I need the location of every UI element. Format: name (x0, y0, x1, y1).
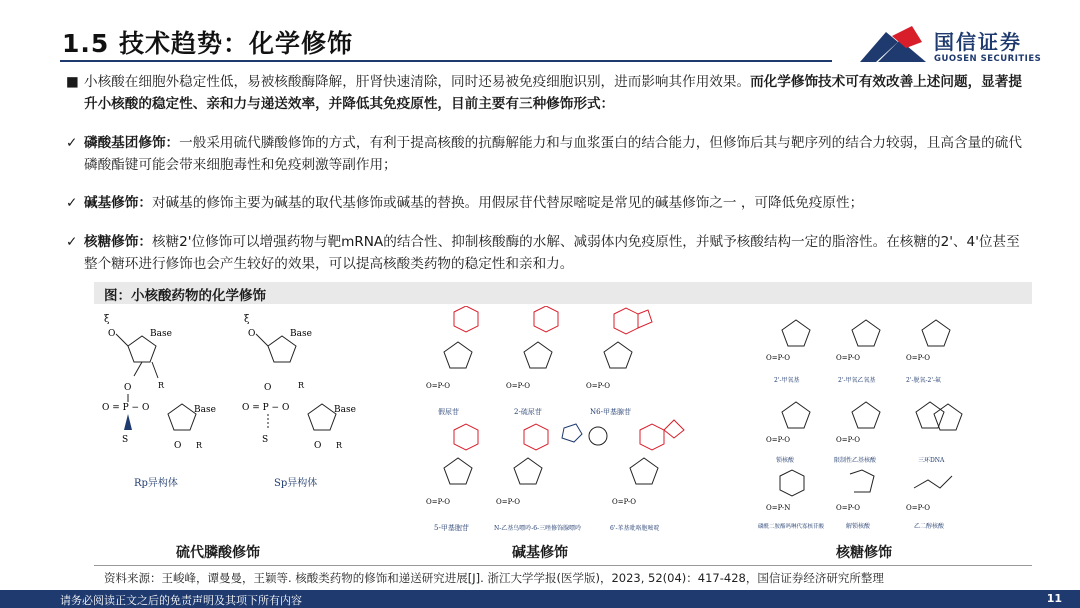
svg-text:2'-脱氧-2'-氟: 2'-脱氧-2'-氟 (906, 377, 942, 384)
svg-text:O=P-O: O=P-O (836, 436, 861, 444)
page-title: 1.5 技术趋势：化学修饰 (62, 29, 353, 58)
intro-bold-text: 而化学修饰技术可有效改善上述问题，显著提升小核酸的稳定性、亲和力与递送效率，并降低其免疫原性，目前主要有三种修饰形式： (84, 74, 1022, 112)
figure-area (94, 306, 1032, 536)
svg-text:N-乙基鸟嘌呤-6-三唑修饰腺嘌呤: N-乙基鸟嘌呤-6-三唑修饰腺嘌呤 (494, 525, 582, 532)
item-text: 对碱基的修饰主要为碱基的取代基修饰或碱基的替换。用假尿苷代替尿嘧啶是常见的碱基修饰之一 ，可降低免疫原性； (151, 195, 864, 211)
svg-text:S: S (262, 435, 269, 445)
item-base (66, 192, 1030, 214)
brand-name-cn: 国信证券 (934, 30, 1022, 54)
svg-text:R: R (336, 441, 343, 450)
svg-text:O: O (248, 329, 256, 339)
title-divider (60, 60, 832, 62)
svg-text:O=P-O: O=P-O (836, 504, 861, 512)
svg-text:乙二醇核酸: 乙二醇核酸 (914, 523, 945, 530)
item-label: 核糖修饰： (84, 234, 152, 250)
svg-text:ξ: ξ (244, 314, 250, 325)
check-icon: ✓ (66, 195, 78, 211)
svg-text:O=P-O: O=P-O (836, 354, 861, 362)
svg-text:磷酰二胺酯吗啉代寡核苷酸: 磷酰二胺酯吗啉代寡核苷酸 (758, 524, 825, 530)
item-ribose (66, 231, 1030, 275)
check-icon: ✓ (66, 234, 78, 250)
svg-text:Base: Base (334, 405, 356, 415)
svg-text:限制性乙基核酸: 限制性乙基核酸 (834, 457, 877, 464)
svg-text:O: O (108, 329, 116, 339)
page-number: 11 (1046, 592, 1062, 605)
svg-text:N6-甲基腺苷: N6-甲基腺苷 (590, 408, 631, 416)
figure-header (94, 282, 1032, 304)
item-phosphate (66, 132, 1030, 176)
svg-text:O=P-O: O=P-O (906, 504, 931, 512)
svg-text:假尿苷: 假尿苷 (438, 408, 459, 416)
chemical-structures-figure (94, 306, 1032, 536)
square-bullet-icon: ■ (66, 74, 79, 90)
svg-text:O=P-O: O=P-O (906, 354, 931, 362)
item-label: 磷酸基团修饰： (84, 135, 180, 151)
intro-normal-text: 小核酸在细胞外稳定性低，易被核酸酶降解，肝肾快速清除，同时还易被免疫细胞识别，进而影响其作用效果。 (84, 74, 751, 90)
item-label: 碱基修饰： (84, 195, 152, 211)
svg-text:O = P − O: O = P − O (102, 403, 150, 413)
svg-text:Base: Base (290, 329, 312, 339)
brand-name-en: GUOSEN SECURITIES (934, 54, 1042, 64)
caption-base: 碱基修饰 (512, 545, 568, 561)
source-note: 资料来源：王峻峰，谭曼曼，王颖等. 核酸类药物的修饰和递送研究进展[J]. 浙江大学学报(医学版)，2023, 52(04)：417-428，国信证券经济研究所整理 (104, 571, 884, 585)
svg-text:2'-甲氧基: 2'-甲氧基 (774, 377, 800, 384)
svg-text:6'-苯基吡咯胞嘧啶: 6'-苯基吡咯胞嘧啶 (610, 525, 660, 532)
svg-text:O=P-O: O=P-O (506, 382, 531, 390)
phosphorothioate-panel (102, 314, 356, 489)
intro-paragraph (66, 71, 1030, 115)
item-text: 核糖2'位修饰可以增强药物与靶mRNA的结合性、抑制核酸酶的水解、减弱体内免疫原性，并赋予核酸结构一定的脂溶性。在核糖的2'、4'位甚至整个糖环进行修饰也会产生较好的效果，可以提高核酸类药物的稳定性和亲和力。 (84, 234, 1020, 272)
svg-text:三环DNA: 三环DNA (918, 457, 945, 464)
svg-text:O=P-O: O=P-O (496, 498, 521, 506)
isomer-label: Sp异构体 (274, 478, 318, 489)
svg-text:O: O (314, 441, 322, 451)
svg-text:R: R (298, 381, 305, 390)
svg-text:O: O (264, 383, 272, 393)
svg-text:Base: Base (194, 405, 216, 415)
check-icon: ✓ (66, 135, 78, 151)
svg-text:O=P-O: O=P-O (426, 382, 451, 390)
svg-text:O: O (124, 383, 132, 393)
caption-phosphorothioate: 硫代膦酸修饰 (176, 545, 260, 561)
footer-disclaimer: 请务必阅读正文之后的免责声明及其项下所有内容 (60, 594, 302, 607)
svg-text:R: R (196, 441, 203, 450)
svg-text:ξ: ξ (104, 314, 110, 325)
logo-mark-icon (856, 22, 930, 68)
caption-ribose: 核糖修饰 (836, 545, 892, 561)
svg-text:O=P-O: O=P-O (586, 382, 611, 390)
guosen-logo (856, 22, 1056, 68)
svg-text:O=P-O: O=P-O (766, 436, 791, 444)
item-text: 一般采用硫代膦酸修饰的方式，有利于提高核酸的抗酶解能力和与血浆蛋白的结合能力，但修饰后其与靶序列的结合力较弱，且高含量的硫代磷酸酯键可能会带来细胞毒性和免疫刺激等副作用； (84, 135, 1022, 173)
svg-text:2'-甲氧乙氧基: 2'-甲氧乙氧基 (838, 377, 876, 384)
svg-text:O=P-N: O=P-N (766, 504, 791, 512)
svg-text:2-硫尿苷: 2-硫尿苷 (514, 408, 542, 416)
source-divider (94, 565, 1032, 566)
svg-text:Base: Base (150, 329, 172, 339)
figure-title: 图：小核酸药物的化学修饰 (104, 288, 266, 304)
svg-text:5-甲基胞苷: 5-甲基胞苷 (434, 524, 469, 532)
base-modification-panel (426, 306, 684, 532)
svg-text:解锁核酸: 解锁核酸 (846, 523, 871, 530)
svg-text:锁核酸: 锁核酸 (776, 457, 795, 464)
svg-text:S: S (122, 435, 129, 445)
svg-text:O=P-O: O=P-O (426, 498, 451, 506)
svg-text:R: R (158, 381, 165, 390)
svg-text:O: O (174, 441, 182, 451)
svg-text:O=P-O: O=P-O (612, 498, 637, 506)
ribose-modification-panel (758, 320, 962, 530)
isomer-label: Rp异构体 (134, 478, 178, 489)
footer-bar (0, 590, 1080, 608)
svg-text:O = P − O: O = P − O (242, 403, 290, 413)
svg-text:O=P-O: O=P-O (766, 354, 791, 362)
